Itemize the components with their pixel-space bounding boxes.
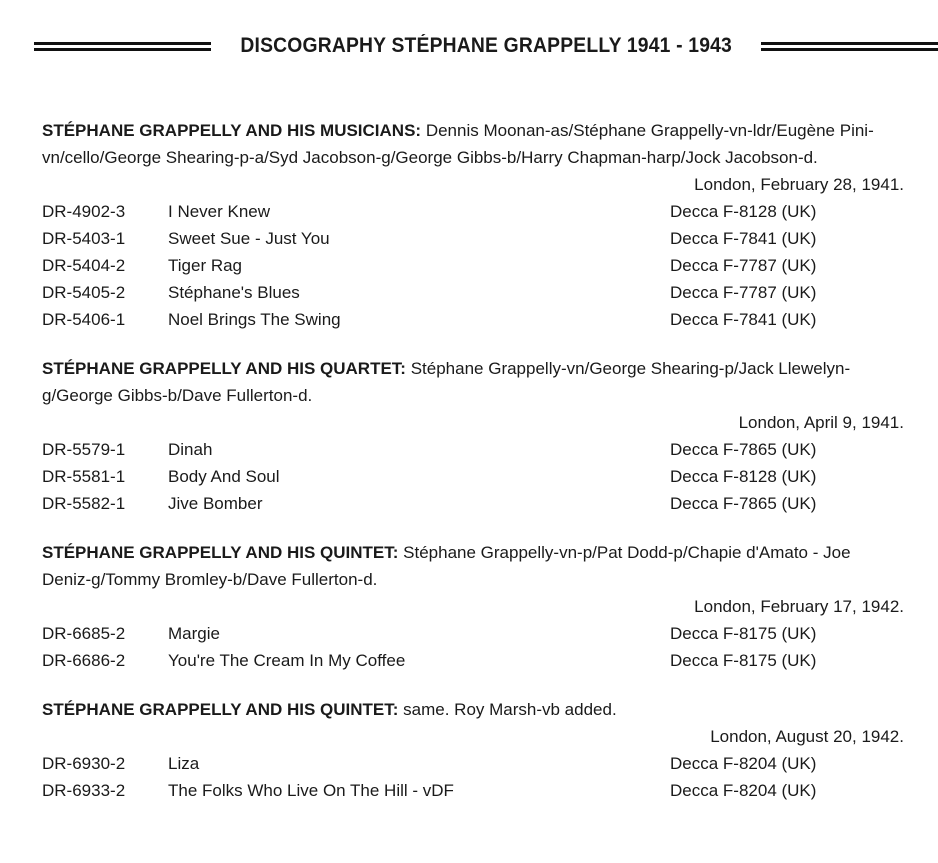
track-row bbox=[42, 463, 904, 490]
matrix-number: DR-5405-2 bbox=[42, 283, 126, 302]
record-label: Decca F-7841 (UK) bbox=[670, 310, 817, 329]
matrix-number: DR-4902-3 bbox=[42, 202, 126, 221]
matrix-number: DR-5581-1 bbox=[42, 467, 126, 486]
track-row bbox=[42, 750, 904, 777]
session-personnel bbox=[42, 539, 904, 593]
track-title: Margie bbox=[168, 624, 220, 643]
matrix-number: DR-5406-1 bbox=[42, 310, 126, 329]
track-row bbox=[42, 279, 904, 306]
personnel-list: Stéphane Grappelly-vn/George Shearing-p/Jack Llewelyn-g/George Gibbs-b/Dave Fullerton-d. bbox=[42, 359, 851, 405]
track-row bbox=[42, 490, 904, 517]
session-musicians-1941 bbox=[42, 117, 904, 333]
record-label: Decca F-8204 (UK) bbox=[670, 754, 817, 773]
track-row bbox=[42, 225, 904, 252]
record-label: Decca F-8175 (UK) bbox=[670, 624, 817, 643]
session-place-date: London, February 17, 1942. bbox=[694, 597, 904, 616]
track-title: Stéphane's Blues bbox=[168, 283, 300, 302]
track-title: Dinah bbox=[168, 440, 213, 459]
track-row bbox=[42, 777, 904, 804]
personnel-list: Stéphane Grappelly-vn-p/Pat Dodd-p/Chapie d'Amato - Joe Deniz-g/Tommy Bromley-b/Dave Fullerton-d. bbox=[42, 543, 851, 589]
record-label: Decca F-7865 (UK) bbox=[670, 440, 817, 459]
track-title: Noel Brings The Swing bbox=[168, 310, 341, 329]
section-spacer bbox=[42, 333, 904, 355]
page-title: DISCOGRAPHY STÉPHANE GRAPPELLY 1941 - 1943 bbox=[240, 34, 732, 57]
band-name: STÉPHANE GRAPPELLY AND HIS QUINTET: bbox=[42, 543, 399, 562]
section-spacer bbox=[42, 674, 904, 696]
session-place-date: London, February 28, 1941. bbox=[694, 175, 904, 194]
discography-list bbox=[42, 117, 904, 804]
session-place-date: London, April 9, 1941. bbox=[738, 413, 904, 432]
session-personnel bbox=[42, 696, 904, 723]
matrix-number: DR-5404-2 bbox=[42, 256, 126, 275]
track-title: Jive Bomber bbox=[168, 494, 263, 513]
band-name: STÉPHANE GRAPPELLY AND HIS QUINTET: bbox=[42, 700, 399, 719]
track-row bbox=[42, 647, 904, 674]
track-row bbox=[42, 198, 904, 225]
track-title: Tiger Rag bbox=[168, 256, 243, 275]
session-personnel bbox=[42, 355, 904, 409]
matrix-number: DR-6930-2 bbox=[42, 754, 126, 773]
header-rule-left bbox=[34, 42, 211, 51]
track-row bbox=[42, 252, 904, 279]
session-place-date: London, August 20, 1942. bbox=[710, 727, 904, 746]
matrix-number: DR-6685-2 bbox=[42, 624, 126, 643]
record-label: Decca F-8204 (UK) bbox=[670, 781, 817, 800]
personnel-list: Dennis Moonan-as/Stéphane Grappelly-vn-ldr/Eugène Pini-vn/cello/George Shearing-p-a/Syd Jacobson-g/George Gibbs-b/Harry Chapman-harp/Jock Jacobson-d. bbox=[42, 121, 874, 167]
record-label: Decca F-7865 (UK) bbox=[670, 494, 817, 513]
track-title: Sweet Sue - Just You bbox=[168, 229, 330, 248]
track-row bbox=[42, 436, 904, 463]
record-label: Decca F-8128 (UK) bbox=[670, 202, 817, 221]
matrix-number: DR-5582-1 bbox=[42, 494, 126, 513]
session-quartet-1941 bbox=[42, 355, 904, 517]
band-name: STÉPHANE GRAPPELLY AND HIS MUSICIANS: bbox=[42, 121, 422, 140]
track-title: You're The Cream In My Coffee bbox=[168, 651, 406, 670]
track-title: Body And Soul bbox=[168, 467, 280, 486]
session-quintet-1942-aug bbox=[42, 696, 904, 804]
track-title: The Folks Who Live On The Hill - vDF bbox=[168, 781, 454, 800]
session-quintet-1942-feb bbox=[42, 539, 904, 674]
matrix-number: DR-5403-1 bbox=[42, 229, 126, 248]
band-name: STÉPHANE GRAPPELLY AND HIS QUARTET: bbox=[42, 359, 406, 378]
session-personnel bbox=[42, 117, 904, 171]
track-title: I Never Knew bbox=[168, 202, 271, 221]
track-title: Liza bbox=[168, 754, 200, 773]
record-label: Decca F-8128 (UK) bbox=[670, 467, 817, 486]
matrix-number: DR-6933-2 bbox=[42, 781, 126, 800]
matrix-number: DR-5579-1 bbox=[42, 440, 126, 459]
record-label: Decca F-7841 (UK) bbox=[670, 229, 817, 248]
page-header bbox=[0, 30, 938, 62]
record-label: Decca F-7787 (UK) bbox=[670, 256, 817, 275]
section-spacer bbox=[42, 517, 904, 539]
matrix-number: DR-6686-2 bbox=[42, 651, 126, 670]
header-rule-right bbox=[761, 42, 938, 51]
record-label: Decca F-8175 (UK) bbox=[670, 651, 817, 670]
personnel-list: same. Roy Marsh-vb added. bbox=[398, 700, 617, 719]
track-row bbox=[42, 306, 904, 333]
record-label: Decca F-7787 (UK) bbox=[670, 283, 817, 302]
track-row bbox=[42, 620, 904, 647]
